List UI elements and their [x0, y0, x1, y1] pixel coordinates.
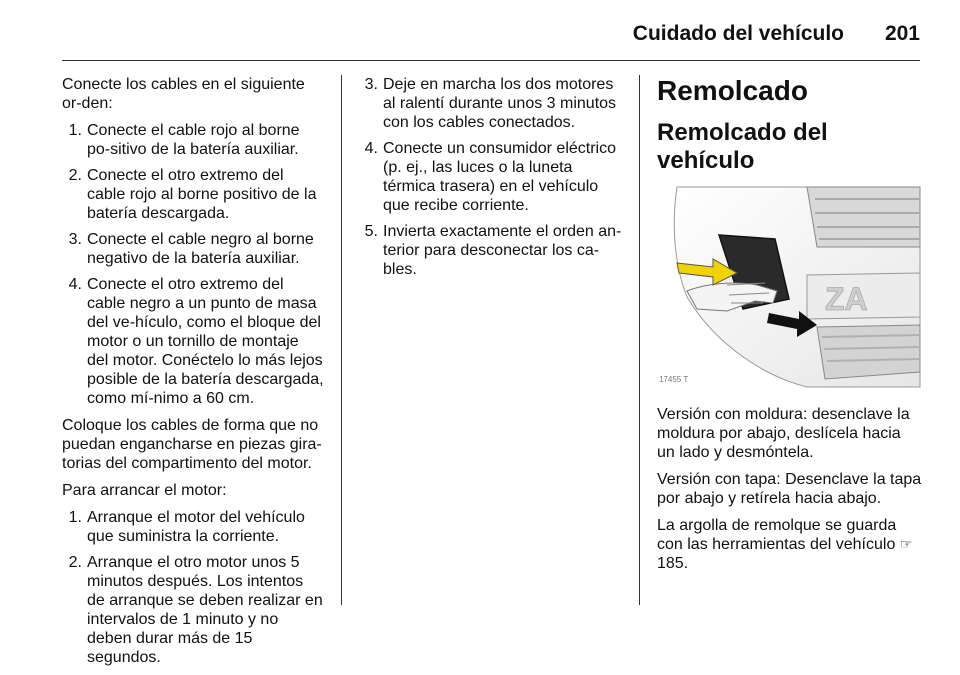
- towing-eye-paragraph: La argolla de remolque se guarda con las herramientas del vehículo ☞ 185.: [657, 517, 913, 572]
- column-2: [358, 75, 624, 287]
- arrow-reference-icon: ☞: [899, 536, 913, 552]
- page-number: 201: [884, 22, 920, 45]
- figure-code: 17455 T: [659, 375, 689, 384]
- page-title: Cuidado del vehículo: [632, 22, 844, 45]
- cable-placement-paragraph: Coloque los cables de forma que no puedan engancharse en piezas gira-torias del compartimento del motor.: [62, 417, 322, 472]
- list-item: 2. Arranque el otro motor unos 5 minutos después. Los intentos de arranque se deben realizar en intervalos de 1 minuto y no deben durar más de 15 segundos.: [68, 554, 323, 666]
- column-divider-2: [639, 75, 640, 605]
- header-divider: [62, 60, 920, 61]
- start-engine-paragraph: Para arrancar el motor:: [62, 482, 227, 499]
- list-item: 4. Conecte un consumidor eléctrico (p. ej., las luces o la luneta térmica trasera) en el vehículo que recibe corriente.: [364, 140, 617, 214]
- list-item: 1. Conecte el cable rojo al borne po-sitivo de la batería auxiliar.: [68, 122, 300, 158]
- column-divider-1: [341, 75, 342, 605]
- list-item: 3. Deje en marcha los dos motores al ralentí durante unos 3 minutos con los cables conectados.: [364, 76, 617, 131]
- page-header: [62, 14, 920, 62]
- page-reference[interactable]: 185.: [657, 555, 689, 572]
- continued-steps-list: [358, 75, 624, 279]
- towing-eye-cover-illustration: [657, 187, 920, 395]
- connect-steps-list: [62, 121, 324, 408]
- molding-version-paragraph: Versión con moldura: desenclave la moldura por abajo, deslícela hacia un lado y desmóntela.: [657, 406, 910, 461]
- intro-paragraph: Conecte los cables en el siguiente or-den:: [62, 76, 305, 112]
- license-plate-text: ZA: [825, 281, 868, 317]
- list-item: 3. Conecte el cable negro al borne negativo de la batería auxiliar.: [68, 231, 314, 267]
- cover-version-paragraph: Versión con tapa: Desenclave la tapa por abajo y retírela hacia abajo.: [657, 471, 922, 507]
- section-subheading: Remolcado del vehículo: [657, 119, 828, 174]
- list-item: 2. Conecte el otro extremo del cable rojo al borne positivo de la batería descargada.: [68, 167, 317, 222]
- column-1: [62, 75, 324, 675]
- start-steps-list: [62, 508, 324, 667]
- list-item: 5. Invierta exactamente el orden an-terior para desconectar los ca-bles.: [364, 223, 622, 278]
- car-front-bumper-drawing: [657, 187, 920, 395]
- list-item: 1. Arranque el motor del vehículo que suministra la corriente.: [68, 509, 305, 545]
- column-3: [657, 75, 922, 581]
- section-heading: Remolcado: [657, 75, 808, 106]
- list-item: 4. Conecte el otro extremo del cable negro a un punto de masa del ve-hículo, como el bloque del motor o un tornillo de montaje del motor. Conéctelo lo más lejos posible de la batería descargada, como mí-nimo a 60 cm.: [68, 276, 324, 407]
